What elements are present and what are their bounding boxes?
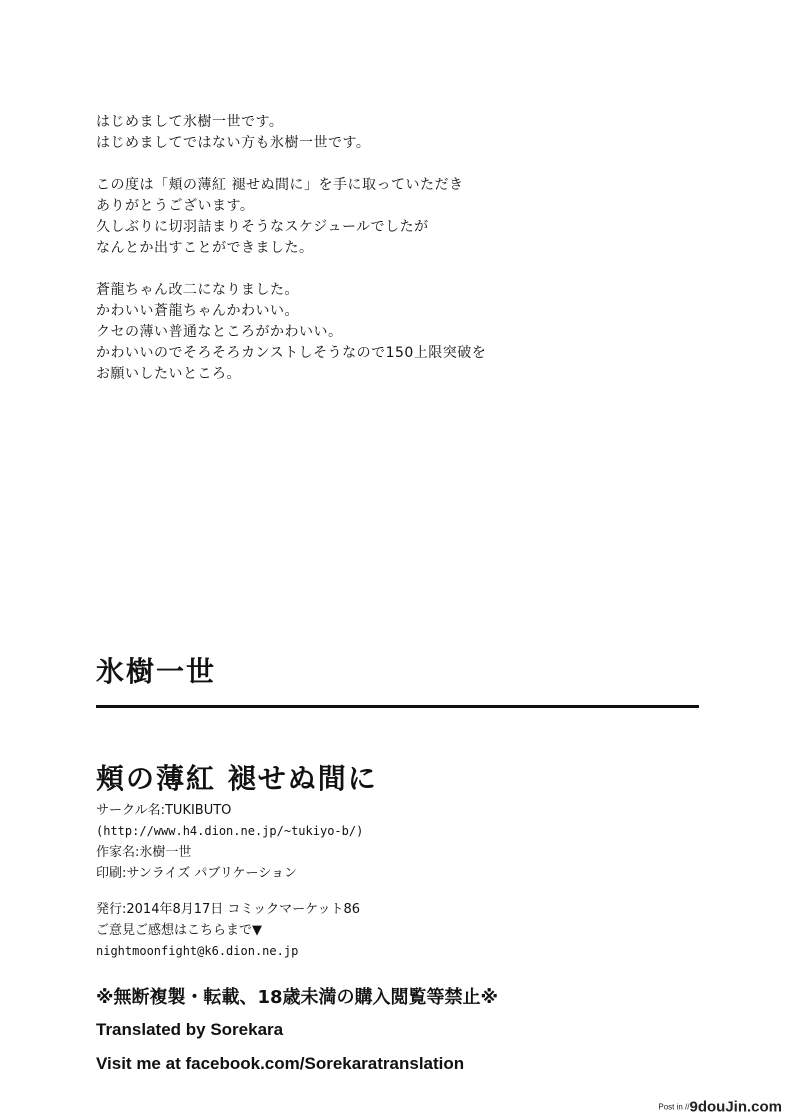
translator-link: Visit me at facebook.com/Sorekaratranslation [96, 1054, 465, 1073]
watermark-prefix: Post in // [658, 1102, 690, 1112]
afterword-line: ありがとうございます。 [96, 198, 255, 214]
site-watermark [658, 1098, 782, 1116]
colophon [96, 800, 716, 962]
feedback-prompt: ご意見ご感想はこちらまで▼ [96, 923, 262, 938]
afterword-line: 蒼龍ちゃん改二になりました。 [96, 282, 299, 298]
publish-date: 発行:2014年8月17日 コミックマーケット86 [96, 902, 361, 917]
afterword-line: 久しぶりに切羽詰まりそうなスケジュールでしたが [96, 219, 429, 235]
afterword-paragraph-greeting [96, 112, 716, 154]
circle-name: サークル名:TUKIBUTO [96, 803, 232, 818]
afterword-line: お願いしたいところ。 [96, 366, 241, 382]
afterword-line: この度は「頬の薄紅 褪せぬ間に」を手に取っていただき [96, 177, 464, 193]
author-signature: 氷樹一世 [96, 655, 217, 688]
afterword-paragraph-souryuu [96, 280, 716, 385]
afterword-line: クセの薄い普通なところがかわいい。 [96, 324, 343, 340]
translator-credit: Translated by Sorekara [96, 1020, 284, 1039]
afterword-line: かわいいのでそろそろカンストしそうなので150上限突破を [96, 345, 487, 361]
divider-rule [96, 705, 699, 708]
afterword-line: なんとか出すことができました。 [96, 240, 314, 256]
copy-prohibition-notice: ※無断複製・転載、18歳未満の購入閲覧等禁止※ [96, 987, 499, 1008]
colophon-spacer [96, 884, 716, 899]
circle-url: (http://www.h4.dion.ne.jp/~tukiyo-b/) [96, 824, 364, 838]
afterword [96, 112, 716, 406]
afterword-line: かわいい蒼龍ちゃんかわいい。 [96, 303, 299, 319]
afterword-line: はじめましてではない方も氷樹一世です。 [96, 135, 371, 151]
printer-credit: 印刷:サンライズ パブリケーション [96, 866, 298, 881]
afterword-line: はじめまして氷樹一世です。 [96, 114, 284, 130]
author-credit: 作家名:氷樹一世 [96, 845, 192, 860]
contact-email: nightmoonfight@k6.dion.ne.jp [96, 944, 299, 958]
watermark-brand: 9douJin.com [689, 1098, 782, 1116]
book-title: 頬の薄紅 褪せぬ間に [96, 762, 378, 795]
afterword-paragraph-thanks [96, 175, 716, 259]
